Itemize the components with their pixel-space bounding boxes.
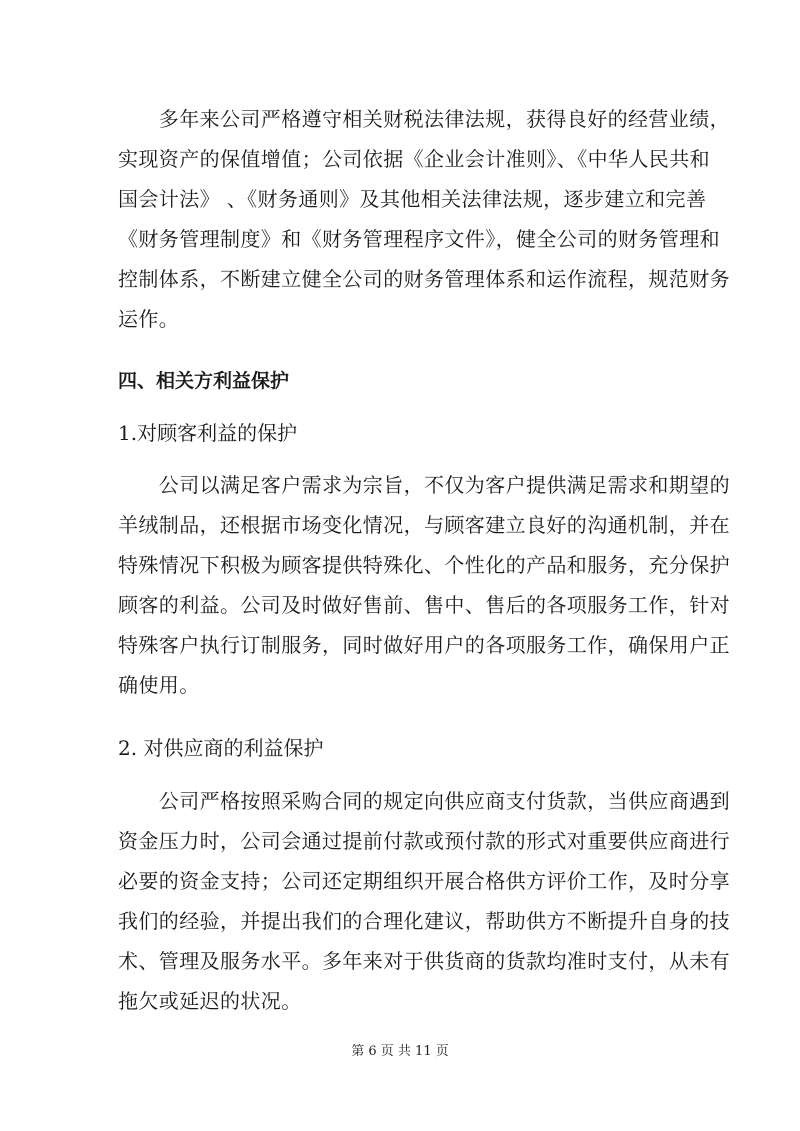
text-line: 拖欠或延迟的状况。 bbox=[118, 989, 302, 1013]
paragraph-finance-compliance bbox=[118, 99, 730, 339]
text-line: 特殊情况下积极为顾客提供特殊化、个性化的产品和服务，充分保护 bbox=[118, 553, 730, 577]
text-line: 必要的资金支持；公司还定期组织开展合格供方评价工作，及时分享 bbox=[118, 869, 730, 893]
text-line: 《财务管理制度》和《财务管理程序文件》，健全公司的财务管理和 bbox=[118, 227, 720, 251]
text-line: 资金压力时，公司会通过提前付款或预付款的形式对重要供应商进行 bbox=[118, 829, 730, 853]
text-line: 实现资产的保值增值；公司依据《企业会计准则》、《中华人民共和 bbox=[118, 147, 710, 171]
paragraph-customer-protection bbox=[118, 465, 730, 705]
subsection-title-customers: 1.对顾客利益的保护 bbox=[118, 421, 298, 445]
text-line: 我们的经验，并提出我们的合理化建议，帮助供方不断提升自身的技 bbox=[118, 909, 730, 933]
text-line: 多年来公司严格遵守相关财税法律法规，获得良好的经营业绩， bbox=[118, 107, 730, 131]
subsection-title-suppliers: 2. 对供应商的利益保护 bbox=[118, 736, 324, 760]
text-line: 术、管理及服务水平。多年来对于供货商的货款均准时支付，从未有 bbox=[118, 949, 730, 973]
text-line: 公司以满足客户需求为宗旨，不仅为客户提供满足需求和期望的 bbox=[118, 473, 730, 497]
text-line: 公司严格按照采购合同的规定向供应商支付货款，当供应商遇到 bbox=[118, 789, 730, 813]
text-line: 运作。 bbox=[118, 307, 180, 331]
text-line: 顾客的利益。公司及时做好售前、售中、售后的各项服务工作，针对 bbox=[118, 593, 730, 617]
text-line: 特殊客户执行订制服务，同时做好用户的各项服务工作，确保用户正 bbox=[118, 633, 730, 657]
paragraph-supplier-protection bbox=[118, 781, 730, 1021]
section-heading: 四、相关方利益保护 bbox=[118, 370, 290, 392]
page-number-footer: 第 6 页 共 11 页 bbox=[351, 1044, 449, 1059]
text-line: 国会计法》 、《财务通则》及其他相关法律法规，逐步建立和完善 bbox=[118, 187, 707, 211]
text-line: 确使用。 bbox=[118, 673, 200, 697]
text-line: 控制体系，不断建立健全公司的财务管理体系和运作流程，规范财务 bbox=[118, 267, 730, 291]
text-line: 羊绒制品，还根据市场变化情况，与顾客建立良好的沟通机制，并在 bbox=[118, 513, 730, 537]
